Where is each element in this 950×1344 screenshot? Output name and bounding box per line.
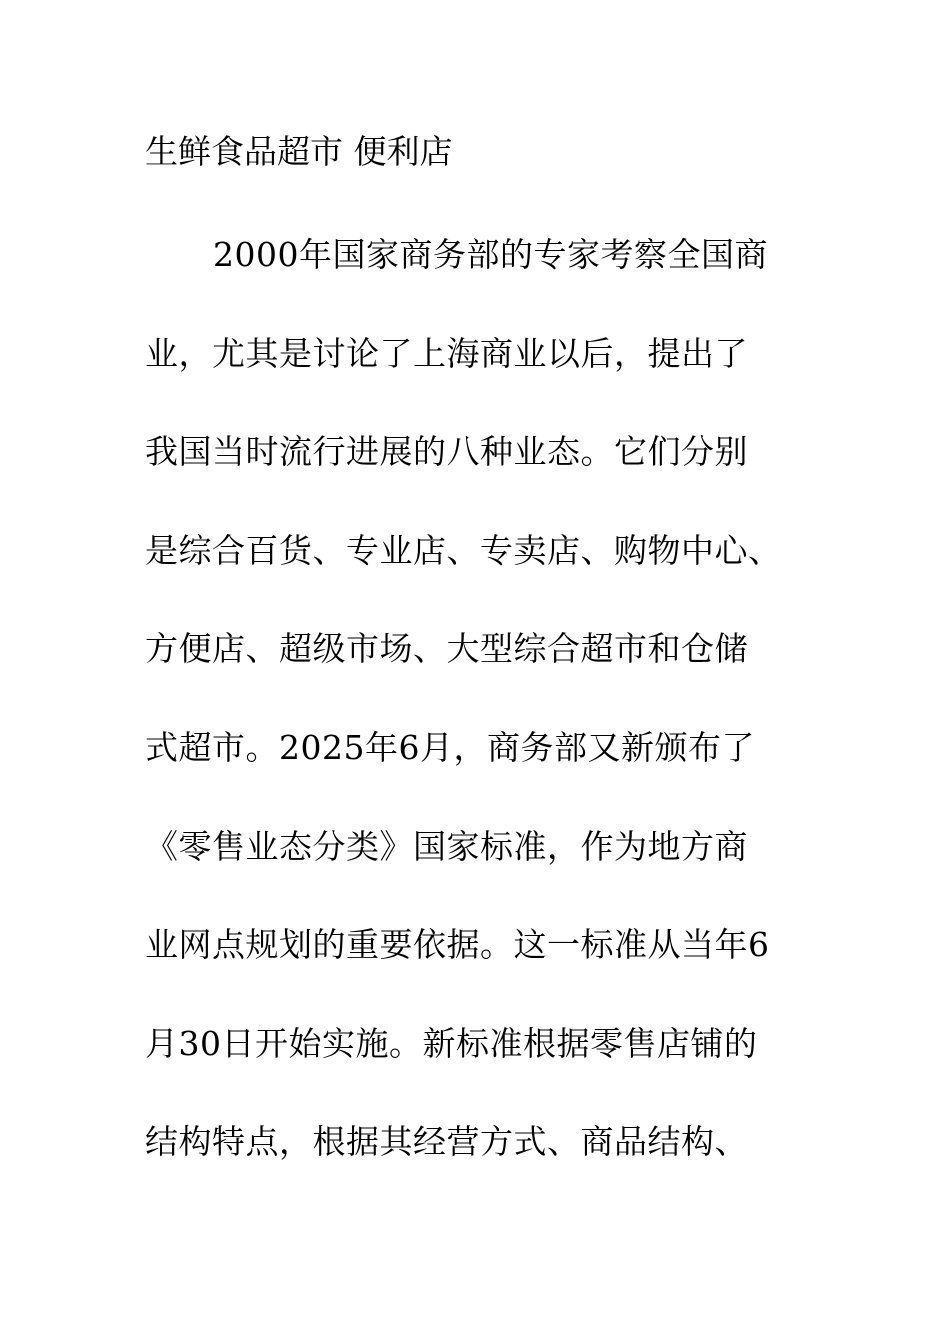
document-title: 生鲜食品超市 便利店 [145,132,453,171]
paragraph-line: 业，尤其是讨论了上海商业以后，提出了 [145,334,748,373]
paragraph-line: 2000年国家商务部的专家考察全国商 [213,235,768,274]
paragraph-line: 《零售业态分类》国家标准，作为地方商 [145,827,748,866]
paragraph-line: 方便店、超级市场、大型综合超市和仓储 [145,629,748,668]
paragraph-line: 是综合百货、专业店、专卖店、购物中心、 [145,531,782,570]
paragraph-line: 结构特点，根据其经营方式、商品结构、 [145,1122,748,1161]
paragraph-line: 我国当时流行进展的八种业态。它们分别 [145,432,748,471]
paragraph-line: 月30日开始实施。新标准根据零售店铺的 [145,1024,758,1063]
paragraph-line: 式超市。2025年6月，商务部又新颁布了 [145,728,755,767]
paragraph-line: 业网点规划的重要依据。这一标准从当年6 [145,925,770,964]
